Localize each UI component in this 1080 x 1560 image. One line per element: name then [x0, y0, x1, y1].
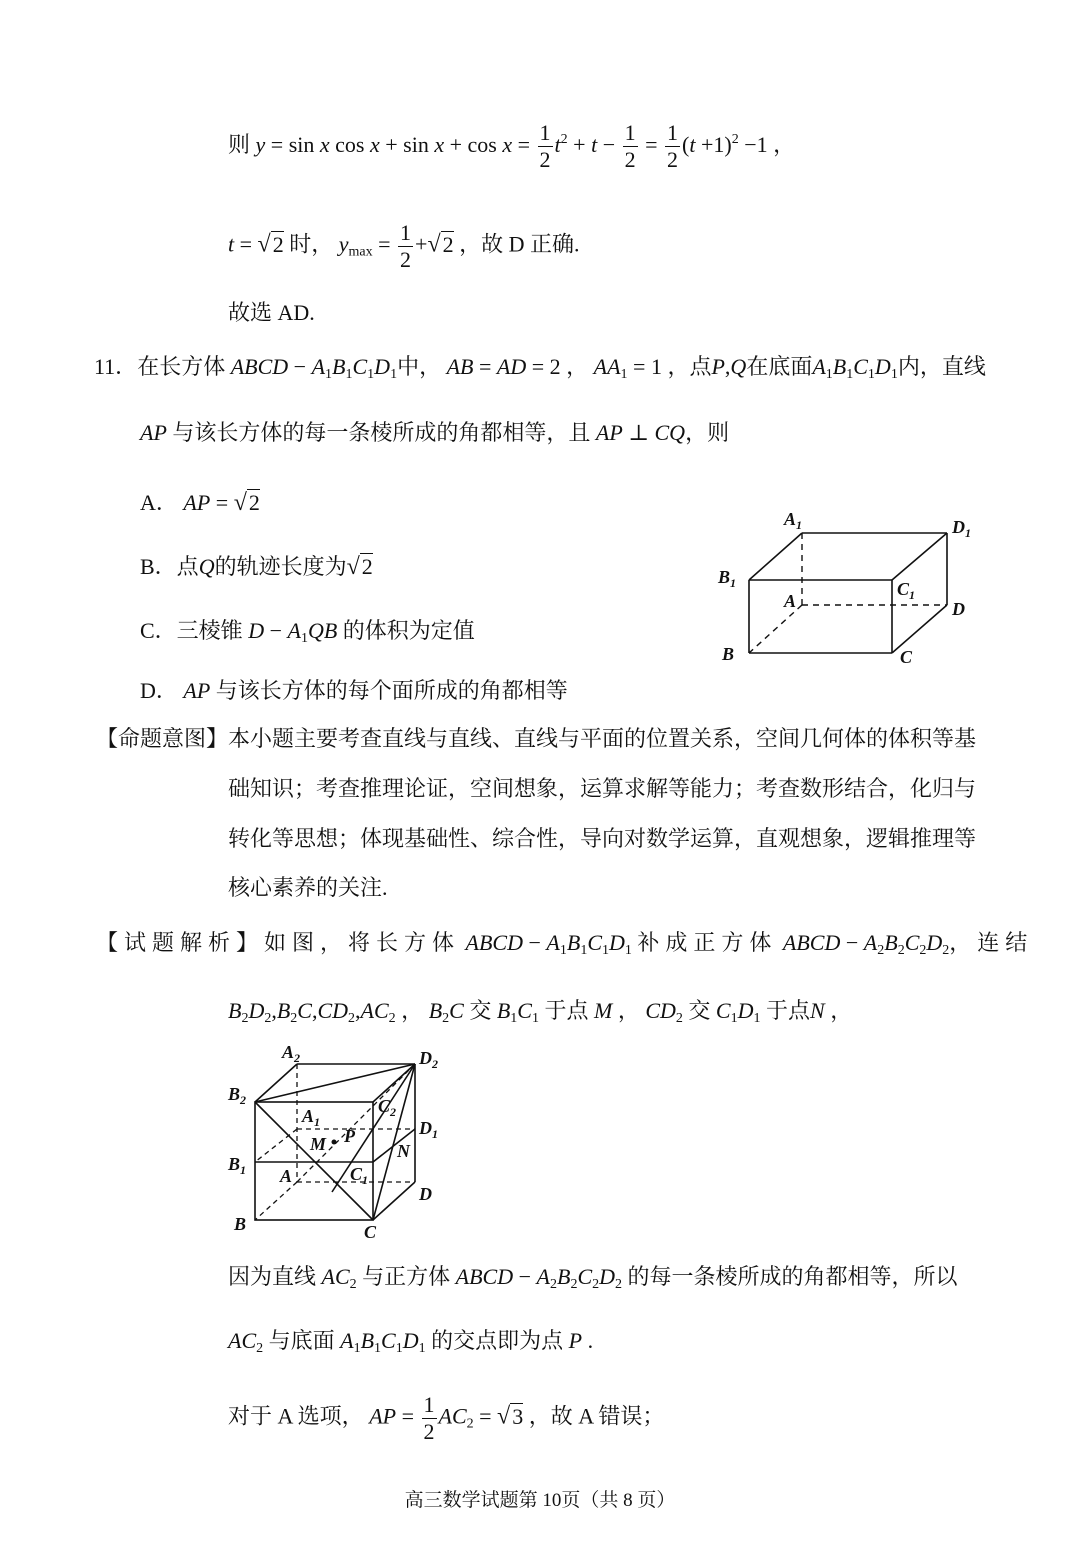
- question-11-line2: AP 与该长方体的每一条棱所成的角都相等，且 AP ⊥ CQ，则: [140, 420, 730, 445]
- when-label: 时，: [289, 231, 334, 257]
- svg-text:D: D: [419, 1184, 432, 1204]
- option-b: B．点Q的轨迹长度为√2: [140, 554, 373, 580]
- svg-text:M: M: [310, 1134, 327, 1154]
- analysis-line1: 【试题解析】如图，将长方体 ABCD − $A_1B_1C_1D_1$ 补成正方体 ABCD − $A_2B_2C_2D_2$，连结: [96, 930, 1034, 958]
- svg-text:D1: $D_1$: [419, 1118, 438, 1141]
- cube-figure: [222, 1042, 452, 1242]
- ze-label: 则: [228, 132, 251, 157]
- svg-text:D2: $D_2$: [419, 1048, 438, 1071]
- svg-text:C1: $C_1$: [350, 1164, 369, 1187]
- choose-ad: 故选 AD.: [228, 300, 315, 325]
- svg-text:A: A: [280, 1166, 293, 1186]
- svg-text:N: N: [397, 1141, 410, 1161]
- svg-text:P: P: [344, 1126, 355, 1146]
- svg-text:B1: $B_1$: [718, 567, 737, 590]
- because-line2: $AC_2$ 与底面 $A_1B_1C_1D_1$ 的交点即为点 P .: [228, 1328, 594, 1356]
- option-d: D． AP 与该长方体的每个面所成的角都相等: [140, 678, 568, 703]
- analysis-tag: 【试题解析】: [96, 930, 265, 955]
- svg-text:A2: $A_2$: [282, 1042, 301, 1065]
- svg-text:C: C: [900, 647, 913, 667]
- svg-text:D1: $D_1$: [952, 517, 971, 540]
- svg-text:A: A: [784, 591, 797, 611]
- intent-line2: 础知识；考查推理论证，空间想象，运算求解等能力；考查数形结合，化归与: [228, 776, 977, 801]
- svg-text:B1: $B_1$: [228, 1154, 247, 1177]
- option-a-analysis: 对于 A 选项， AP = $\frac{1}{2}$ $AC_2 = √3$ ，故 A 错误；: [228, 1392, 665, 1444]
- intent-tag: 【命题意图】: [96, 726, 229, 751]
- analysis-line2: $B_2D_2,B_2C,CD_2,AC_2$ ， $B_2C$ 交 $B_1C_1$ 于点 M ， $CD_2$ 交 $C_1D_1$ 于点N ，: [228, 998, 853, 1026]
- formula-tmax-line: t = √2 时， $y_{max}$ = $\frac{1}{2}$ +√2 ，故 D 正确.: [228, 220, 580, 272]
- formula-y-line: 则 y = sin x cos x + sin x + cos x = $\frac{1}{2}$ $t^2 + t$ − $\frac{1}{2}$ = $\frac{1}{2}$ $(t +1)^2 -1$ ，: [228, 120, 796, 173]
- option-a: A． AP = √2: [140, 490, 260, 516]
- svg-text:B2: $B_2$: [228, 1084, 247, 1107]
- intent-line1: 【命题意图】本小题主要考查直线与直线、直线与平面的位置关系，空间几何体的体积等基: [96, 726, 977, 751]
- svg-text:A1: $A_1$: [302, 1106, 321, 1129]
- d-correct-text: ，故 D 正确.: [459, 231, 580, 257]
- svg-text:A1: $A_1$: [784, 509, 803, 532]
- svg-text:D: D: [952, 599, 965, 619]
- svg-text:B: B: [722, 644, 735, 664]
- option-c: C．三棱锥 $D - A_1QB$ 的体积为定值: [140, 618, 475, 646]
- svg-text:C2: $C_2$: [378, 1096, 397, 1119]
- intent-line3: 转化等思想；体现基础性、综合性，导向对数学运算，直观想象，逻辑推理等: [228, 826, 977, 851]
- because-line1: 因为直线 $AC_2$ 与正方体 ABCD − $A_2B_2C_2D_2$ 的每一条棱所成的角都相等，所以: [228, 1264, 958, 1292]
- svg-text:B: B: [234, 1214, 247, 1234]
- question-11-line1: 11．在长方体 ABCD − $A_1B_1C_1D_1$中， AB = AD = 2 ， $AA_1 = 1$ ，点P,Q在底面$A_1B_1C_1D_1$内，直线: [94, 354, 986, 382]
- intent-line4: 核心素养的关注.: [228, 875, 388, 900]
- page-footer: 高三数学试题第 10页（共 8 页）: [404, 1490, 676, 1511]
- svg-text:C1: $C_1$: [897, 579, 916, 602]
- question-number: 11．: [94, 354, 138, 379]
- svg-text:C: C: [364, 1222, 377, 1242]
- cuboid-figure: [712, 505, 982, 670]
